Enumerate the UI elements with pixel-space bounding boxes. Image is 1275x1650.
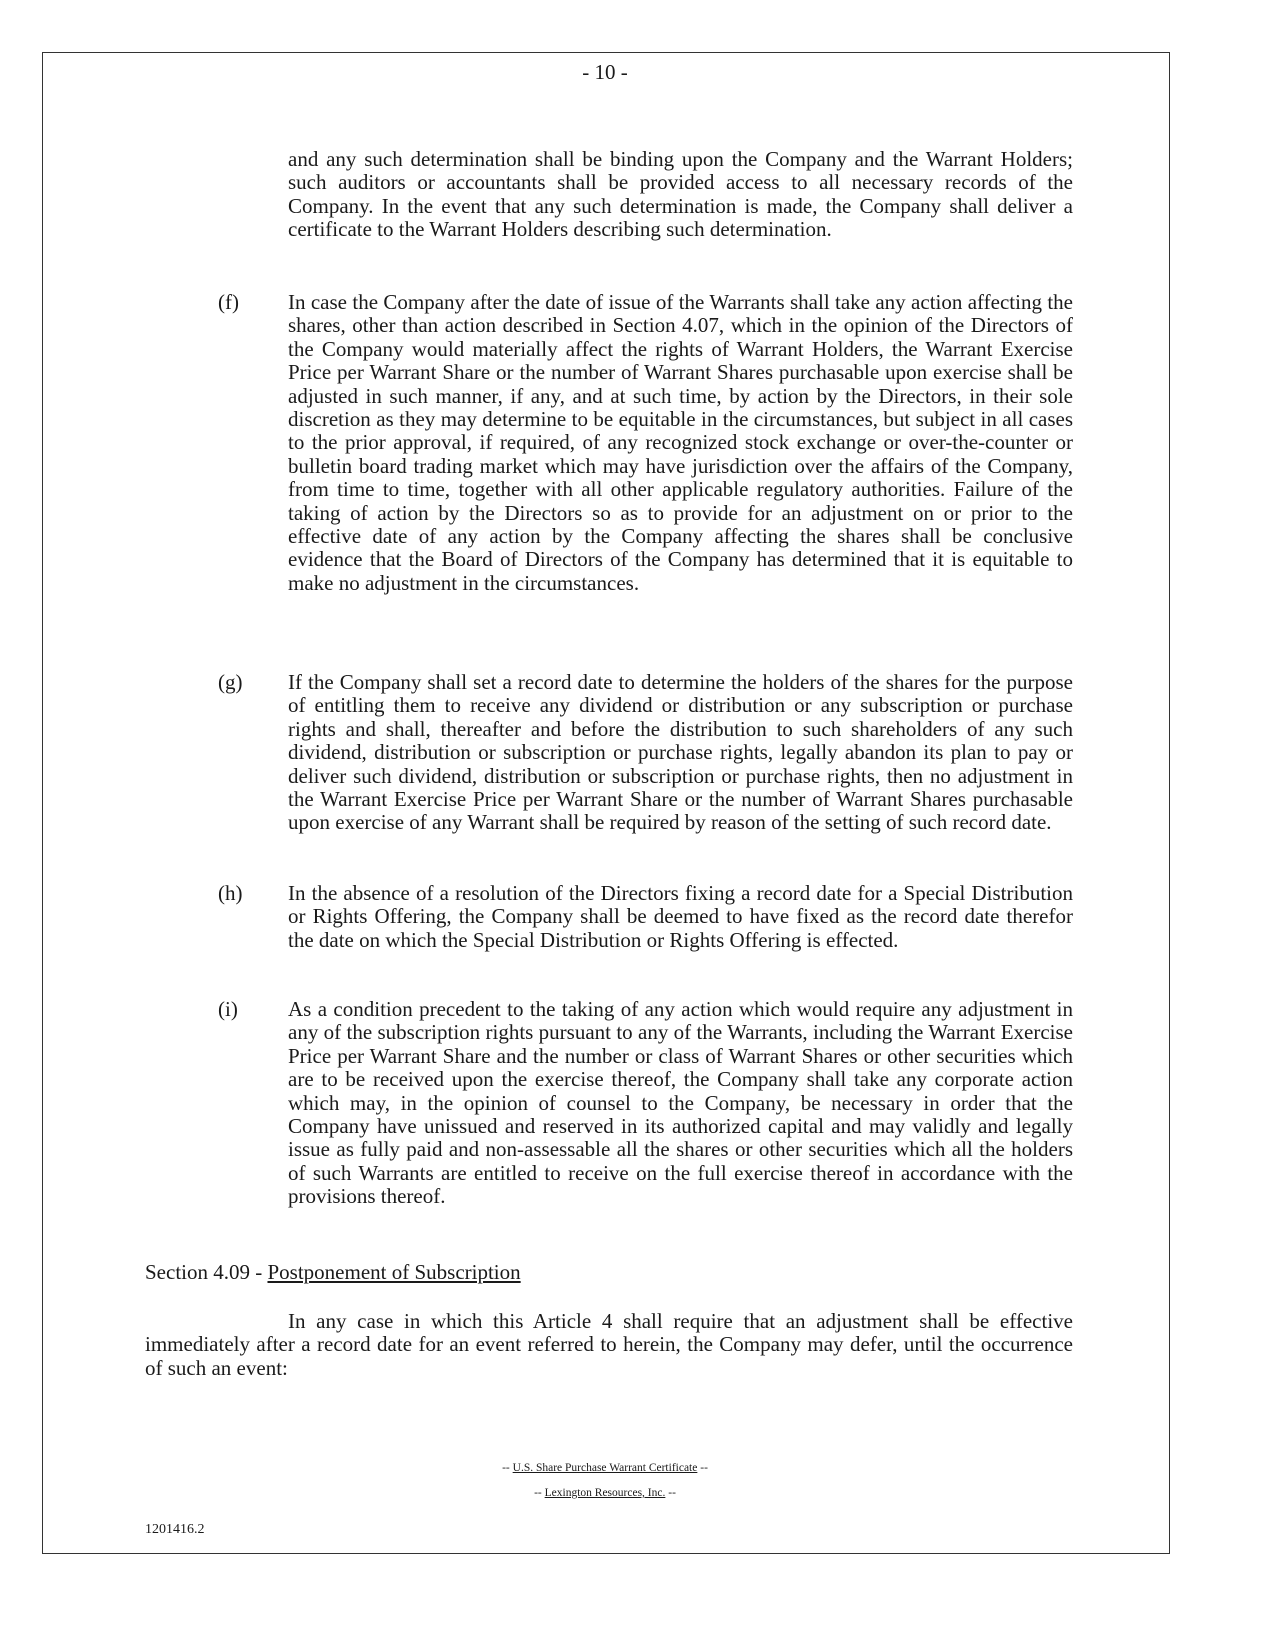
clause-label-i: (i) (218, 997, 238, 1021)
footer-line-2: -- Lexington Resources, Inc. -- (534, 1487, 676, 1499)
section-body: In any case in which this Article 4 shall require that an adjustment shall be effective immediately after a record date for an event referred to herein, the Company may defer, until the occurrence of such an event: (145, 1309, 1073, 1380)
footer-line-1: -- U.S. Share Purchase Warrant Certificate -- (502, 1462, 708, 1474)
section-number: Section 4.09 - (145, 1260, 268, 1284)
clause-label-h: (h) (218, 881, 243, 905)
clause-text-h: In the absence of a resolution of the Directors fixing a record date for a Special Distribution or Rights Offering, the Company shall be deemed to have fixed as the record date therefor the date on which the Special Distribution or Rights Offering is effected. (288, 881, 1073, 952)
clause-label-f: (f) (218, 290, 239, 314)
page-number: - 10 - (582, 60, 628, 84)
clause-text-i: As a condition precedent to the taking of any action which would require any adjustment in any of the subscription rights pursuant to any of the Warrants, including the Warrant Exercise Price per Warrant Share and the number or class of Warrant Shares or other securities which are to be received upon the exercise thereof, the Company shall take any corporate action which may, in the opinion of counsel to the Company, be necessary in order that the Company have unissued and reserved in its authorized capital and may validly and legally issue as fully paid and non-assessable all the shares or other securities which all the holders of such Warrants are entitled to receive on the full exercise thereof in accordance with the provisions thereof. (288, 997, 1073, 1209)
intro-paragraph: and any such determination shall be binding upon the Company and the Warrant Holders; such auditors or accountants shall be provided access to all necessary records of the Company. In the event that any such determination is made, the Company shall deliver a certificate to the Warrant Holders describing such determination. (288, 147, 1073, 242)
clause-label-g: (g) (218, 670, 243, 694)
document-id: 1201416.2 (145, 1522, 205, 1537)
clause-text-f: In case the Company after the date of issue of the Warrants shall take any action affecting the shares, other than action described in Section 4.07, which in the opinion of the Directors of the Company would materially affect the rights of Warrant Holders, the Warrant Exercise Price per Warrant Share or the number of Warrant Shares purchasable upon exercise shall be adjusted in such manner, if any, and at such time, by action by the Directors, in their sole discretion as they may determine to be equitable in the circumstances, but subject in all cases to the prior approval, if required, of any recognized stock exchange or over-the-counter or bulletin board trading market which may have jurisdiction over the affairs of the Company, from time to time, together with all other applicable regulatory authorities. Failure of the taking of action by the Directors so as to provide for an adjustment on or prior to the effective date of any action by the Company affecting the shares shall be conclusive evidence that the Board of Directors of the Company has determined that it is equitable to make no adjustment in the circumstances. (288, 290, 1073, 595)
section-title: Postponement of Subscription (267, 1260, 521, 1284)
section-heading (145, 1260, 521, 1285)
clause-text-g: If the Company shall set a record date to determine the holders of the shares for the purpose of entitling them to receive any dividend or distribution or any subscription or purchase rights and shall, thereafter and before the distribution to such shareholders of any such dividend, distribution or subscription or purchase rights, legally abandon its plan to pay or deliver such dividend, distribution or subscription or purchase rights, then no adjustment in the Warrant Exercise Price per Warrant Share or the number of Warrant Shares purchasable upon exercise of any Warrant shall be required by reason of the setting of such record date. (288, 670, 1073, 835)
